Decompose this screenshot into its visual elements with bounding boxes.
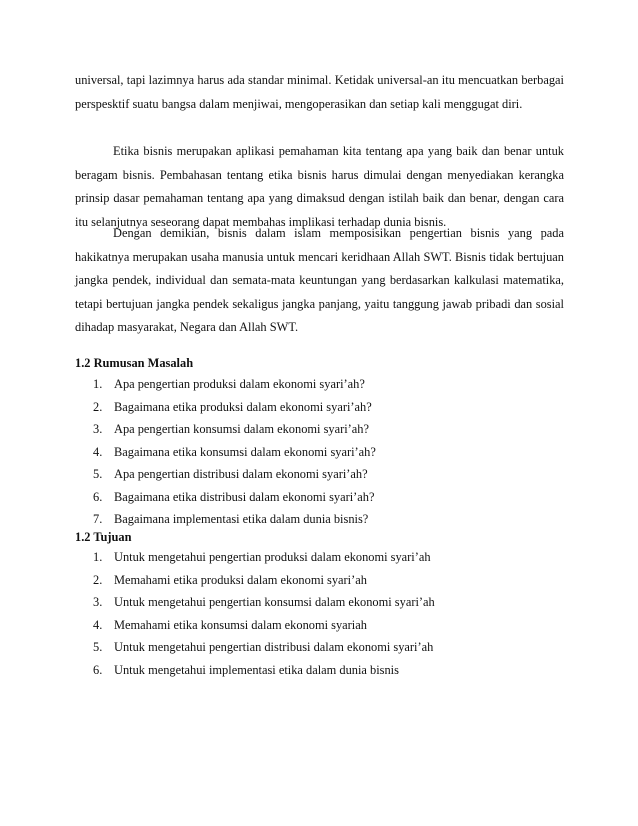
list-number: 3. xyxy=(93,595,103,609)
list-text: Bagaimana etika distribusi dalam ekonomi syari’ah? xyxy=(114,489,375,504)
list-number: 5. xyxy=(93,640,103,654)
list-item xyxy=(93,418,376,441)
tujuan-list xyxy=(93,546,435,681)
paragraph-etika-bisnis: Etika bisnis merupakan aplikasi pemahaman kita tentang apa yang baik dan benar untuk beragam bisnis. Pembahasan tentang etika bisnis harus dimulai dengan menyediakan kerangka prinsip dasar pemahaman tentang apa yang dimaksud dengan istilah baik dan benar, dengan cara itu selanjutnya seseorang dapat membahas implikasi terhadap dunia bisnis. xyxy=(75,144,564,229)
list-text: Apa pengertian produksi dalam ekonomi syari’ah? xyxy=(114,377,365,391)
list-text: Apa pengertian konsumsi dalam ekonomi syari’ah? xyxy=(114,422,369,436)
list-item xyxy=(93,636,435,659)
list-number: 1. xyxy=(93,550,103,564)
list-text: Untuk mengetahui pengertian konsumsi dalam ekonomi syari’ah xyxy=(114,595,435,609)
list-text: Apa pengertian distribusi dalam ekonomi syari’ah? xyxy=(114,467,368,481)
list-number: 4. xyxy=(93,444,103,459)
rumusan-masalah-list xyxy=(93,373,376,531)
list-number: 4. xyxy=(93,617,103,632)
list-text: Memahami etika produksi dalam ekonomi syari’ah xyxy=(114,572,367,587)
list-item xyxy=(93,396,376,419)
list-number: 5. xyxy=(93,467,103,481)
list-item xyxy=(93,441,376,464)
list-text: Memahami etika konsumsi dalam ekonomi syariah xyxy=(114,617,367,632)
list-item xyxy=(93,591,435,614)
list-item xyxy=(93,373,376,396)
list-text: Bagaimana etika produksi dalam ekonomi syari’ah? xyxy=(114,399,372,414)
list-text: Untuk mengetahui pengertian produksi dalam ekonomi syari’ah xyxy=(114,550,431,564)
list-number: 6. xyxy=(93,662,103,677)
list-item xyxy=(93,463,376,486)
list-text: Untuk mengetahui implementasi etika dalam dunia bisnis xyxy=(114,662,399,677)
list-text: Untuk mengetahui pengertian distribusi dalam ekonomi syari’ah xyxy=(114,640,434,654)
list-item xyxy=(93,614,435,637)
list-item xyxy=(93,569,435,592)
list-number: 2. xyxy=(93,399,103,414)
list-item xyxy=(93,486,376,509)
paragraph-universal: universal, tapi lazimnya harus ada standar minimal. Ketidak universal-an itu mencuatkan berbagai perspesktif suatu bangsa dalam menjiwai, mengoperasikan dan setiap kali menggugat diri. xyxy=(75,73,564,111)
heading-tujuan: 1.2 Tujuan xyxy=(75,530,132,544)
list-text: Bagaimana implementasi etika dalam dunia bisnis? xyxy=(114,512,369,526)
list-text: Bagaimana etika konsumsi dalam ekonomi syari’ah? xyxy=(114,444,376,459)
list-number: 3. xyxy=(93,422,103,436)
paragraph-bisnis-islam: Dengan demikian, bisnis dalam islam memposisikan pengertian bisnis yang pada hakikatnya merupakan usaha manusia untuk mencari keridhaan Allah SWT. Bisnis tidak bertujuan jangka pendek, individual dan semata-mata keuntungan yang berdasarkan kalkulasi matematika, tetapi bertujuan jangka pendek sekaligus jangka panjang, yaitu tanggung jawab pribadi dan sosial dihadap masyarakat, Negara dan Allah SWT. xyxy=(75,226,564,335)
list-item xyxy=(93,546,435,569)
list-number: 7. xyxy=(93,512,103,526)
list-item xyxy=(93,508,376,531)
list-number: 6. xyxy=(93,489,103,504)
heading-rumusan-masalah: 1.2 Rumusan Masalah xyxy=(75,356,194,370)
list-number: 2. xyxy=(93,572,103,587)
list-item xyxy=(93,659,435,682)
list-number: 1. xyxy=(93,377,103,391)
